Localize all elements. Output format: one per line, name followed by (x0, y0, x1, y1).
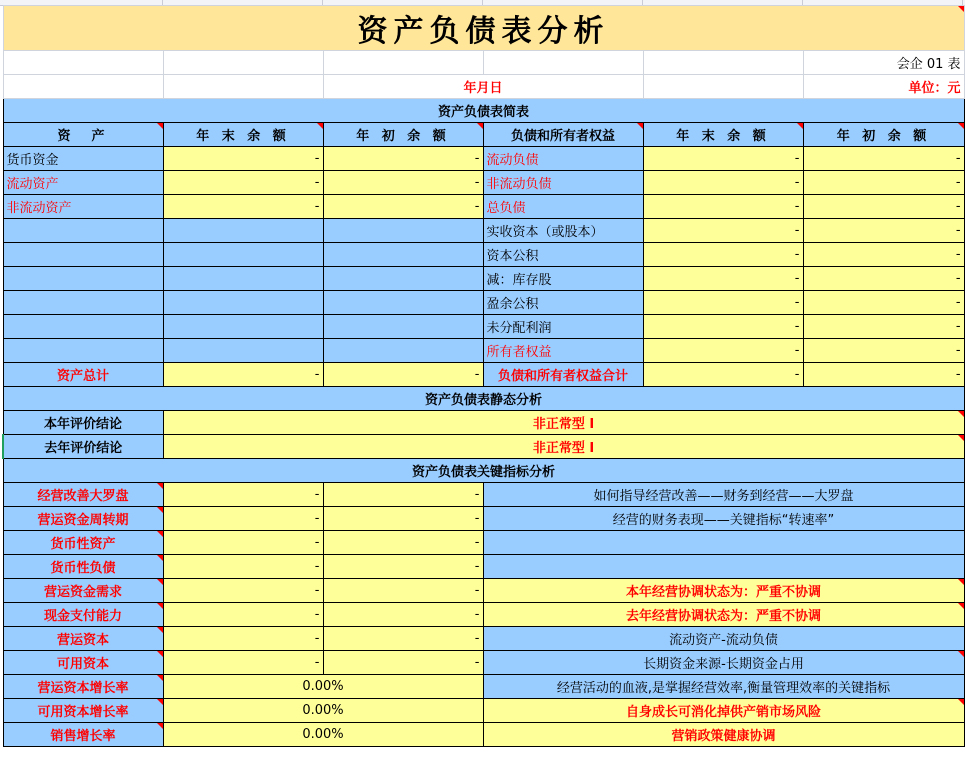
liability-label[interactable]: 所有者权益 (483, 339, 643, 363)
indicator-year-end[interactable]: - (163, 555, 323, 579)
total-assets-year-end[interactable]: - (163, 363, 323, 387)
asset-label[interactable]: 流动资产 (3, 171, 163, 195)
indicator-year-begin[interactable]: - (323, 627, 483, 651)
indicator-year-end[interactable]: - (163, 603, 323, 627)
liab-year-end-value[interactable]: - (643, 147, 803, 171)
liab-year-end-value[interactable]: - (643, 219, 803, 243)
indicator-row (3, 579, 964, 603)
date-cell[interactable]: 年月日 (323, 75, 643, 99)
indicator-year-end[interactable]: - (163, 507, 323, 531)
asset-year-end-value[interactable]: - (163, 171, 323, 195)
section-heading-key-indicators[interactable]: 资产负债表关键指标分析 (3, 459, 964, 483)
indicator-row (3, 603, 964, 627)
liab-year-begin-value[interactable]: - (803, 147, 964, 171)
indicator-row (3, 675, 964, 699)
sheet-title[interactable]: 资产负债表分析 (3, 6, 964, 51)
indicator-row (3, 723, 964, 747)
cell[interactable] (163, 75, 323, 99)
indicator-label[interactable]: 现金支付能力 (3, 603, 163, 627)
section-heading-static[interactable]: 资产负债表静态分析 (3, 387, 964, 411)
table-row (3, 195, 964, 219)
table-row (3, 291, 964, 315)
coordination-status-prior[interactable]: 去年经营协调状态为：严重不协调 (483, 603, 964, 627)
cell[interactable] (643, 75, 803, 99)
asset-year-begin-value[interactable] (323, 267, 483, 291)
unit-cell[interactable]: 单位：元 (803, 75, 964, 99)
liab-year-end-value[interactable]: - (643, 267, 803, 291)
indicator-note[interactable]: 自身成长可消化掉供产销市场风险 (483, 699, 964, 723)
asset-label[interactable] (3, 315, 163, 339)
asset-label[interactable] (3, 243, 163, 267)
indicator-rate[interactable]: 0.00% (163, 699, 483, 723)
col-header-asset-year-begin[interactable]: 年 初 余 额 (323, 123, 483, 147)
indicator-row (3, 555, 964, 579)
liab-year-end-value[interactable]: - (643, 291, 803, 315)
indicator-label[interactable]: 营运资金需求 (3, 579, 163, 603)
section-heading-summary[interactable]: 资产负债表简表 (3, 99, 964, 123)
indicator-note[interactable]: 经营活动的血液,是掌握经营效率,衡量管理效率的关键指标 (483, 675, 964, 699)
col-header-liab-year-end[interactable]: 年 末 余 额 (643, 123, 803, 147)
indicator-label[interactable]: 营运资本 (3, 627, 163, 651)
indicator-row (3, 531, 964, 555)
cell[interactable] (3, 75, 163, 99)
liab-year-begin-value[interactable]: - (803, 195, 964, 219)
indicator-label[interactable]: 营运资金周转期 (3, 507, 163, 531)
asset-year-begin-value[interactable] (323, 219, 483, 243)
liab-year-begin-value[interactable]: - (803, 339, 964, 363)
asset-year-end-value[interactable] (163, 315, 323, 339)
coordination-status-current[interactable]: 本年经营协调状态为：严重不协调 (483, 579, 964, 603)
asset-label[interactable] (3, 219, 163, 243)
asset-year-end-value[interactable]: - (163, 147, 323, 171)
indicator-note[interactable]: 如何指导经营改善——财务到经营——大罗盘 (483, 483, 964, 507)
asset-year-end-value[interactable] (163, 291, 323, 315)
liab-year-begin-value[interactable]: - (803, 267, 964, 291)
liability-label[interactable]: 实收资本（或股本） (483, 219, 643, 243)
indicator-row (3, 699, 964, 723)
liability-label[interactable]: 流动负债 (483, 147, 643, 171)
liability-label[interactable]: 非流动负债 (483, 171, 643, 195)
liability-label[interactable]: 资本公积 (483, 243, 643, 267)
indicator-year-end[interactable]: - (163, 483, 323, 507)
evaluation-row (3, 411, 964, 435)
table-row (3, 339, 964, 363)
indicator-label[interactable]: 货币性负债 (3, 555, 163, 579)
asset-year-end-value[interactable] (163, 267, 323, 291)
indicator-row (3, 507, 964, 531)
indicator-note[interactable]: 经营的财务表现——关键指标“转速率” (483, 507, 964, 531)
col-header-asset-year-end[interactable]: 年 末 余 额 (163, 123, 323, 147)
total-liab-equity-label[interactable]: 负债和所有者权益合计 (483, 363, 643, 387)
cell[interactable] (163, 51, 323, 75)
asset-year-end-value[interactable] (163, 219, 323, 243)
indicator-year-end[interactable]: - (163, 651, 323, 675)
indicator-year-end[interactable]: - (163, 531, 323, 555)
prior-year-evaluation-value[interactable]: 非正常型 I (163, 435, 964, 459)
table-row (3, 267, 964, 291)
liab-year-end-value[interactable]: - (643, 315, 803, 339)
indicator-year-begin[interactable]: - (323, 579, 483, 603)
table-row (3, 243, 964, 267)
liab-year-end-value[interactable]: - (643, 195, 803, 219)
asset-year-begin-value[interactable] (323, 339, 483, 363)
indicator-year-end[interactable]: - (163, 627, 323, 651)
cell[interactable] (483, 51, 643, 75)
col-header-liabilities-equity[interactable]: 负债和所有者权益 (483, 123, 643, 147)
asset-year-begin-value[interactable] (323, 243, 483, 267)
asset-year-begin-value[interactable]: - (323, 171, 483, 195)
liab-year-end-value[interactable]: - (643, 171, 803, 195)
indicator-label[interactable]: 货币性资产 (3, 531, 163, 555)
asset-label[interactable] (3, 267, 163, 291)
indicator-note[interactable]: 长期资金来源-长期资金占用 (483, 651, 964, 675)
cell[interactable] (643, 51, 803, 75)
total-row (3, 363, 964, 387)
table-row (3, 171, 964, 195)
total-assets-year-begin[interactable]: - (323, 363, 483, 387)
liab-year-end-value[interactable]: - (643, 339, 803, 363)
indicator-label[interactable]: 可用资本 (3, 651, 163, 675)
liability-label[interactable]: 减：库存股 (483, 267, 643, 291)
current-year-evaluation-label[interactable]: 本年评价结论 (3, 411, 163, 435)
indicator-rate[interactable]: 0.00% (163, 723, 483, 747)
indicator-label[interactable]: 经营改善大罗盘 (3, 483, 163, 507)
asset-year-begin-value[interactable] (323, 291, 483, 315)
liability-label[interactable]: 未分配利润 (483, 315, 643, 339)
indicator-row (3, 627, 964, 651)
indicator-year-begin[interactable]: - (323, 651, 483, 675)
indicator-year-begin[interactable]: - (323, 603, 483, 627)
indicator-row (3, 483, 964, 507)
total-liab-equity-year-begin[interactable]: - (803, 363, 964, 387)
cell[interactable] (3, 51, 163, 75)
indicator-year-begin[interactable]: - (323, 483, 483, 507)
col-header-assets[interactable]: 资 产 (3, 123, 163, 147)
asset-year-begin-value[interactable]: - (323, 147, 483, 171)
indicator-year-end[interactable]: - (163, 579, 323, 603)
liab-year-begin-value[interactable]: - (803, 219, 964, 243)
evaluation-row (3, 435, 964, 459)
summary-column-headers (3, 123, 964, 147)
asset-label[interactable]: 货币资金 (3, 147, 163, 171)
indicator-rate[interactable]: 0.00% (163, 675, 483, 699)
indicator-label[interactable]: 销售增长率 (3, 723, 163, 747)
asset-year-begin-value[interactable] (323, 315, 483, 339)
indicator-note[interactable] (483, 531, 964, 555)
indicator-label[interactable]: 营运资本增长率 (3, 675, 163, 699)
liability-label[interactable]: 总负债 (483, 195, 643, 219)
total-liab-equity-year-end[interactable]: - (643, 363, 803, 387)
liab-year-begin-value[interactable]: - (803, 171, 964, 195)
indicator-row (3, 651, 964, 675)
table-row (3, 219, 964, 243)
liab-year-begin-value[interactable]: - (803, 291, 964, 315)
asset-year-end-value[interactable]: - (163, 195, 323, 219)
liab-year-end-value[interactable]: - (643, 243, 803, 267)
cell[interactable] (323, 51, 483, 75)
asset-year-end-value[interactable] (163, 339, 323, 363)
indicator-year-begin[interactable]: - (323, 555, 483, 579)
asset-label[interactable] (3, 291, 163, 315)
indicator-year-begin[interactable]: - (323, 531, 483, 555)
indicator-year-begin[interactable]: - (323, 507, 483, 531)
asset-label[interactable]: 非流动资产 (3, 195, 163, 219)
asset-year-end-value[interactable] (163, 243, 323, 267)
form-code-cell[interactable]: 会企 01 表 (803, 51, 964, 75)
asset-label[interactable] (3, 339, 163, 363)
indicator-note[interactable]: 流动资产-流动负债 (483, 627, 964, 651)
col-header-liab-year-begin[interactable]: 年 初 余 额 (803, 123, 964, 147)
total-assets-label[interactable]: 资产总计 (3, 363, 163, 387)
indicator-label[interactable]: 可用资本增长率 (3, 699, 163, 723)
spreadsheet-grid (2, 5, 965, 747)
asset-year-begin-value[interactable]: - (323, 195, 483, 219)
current-year-evaluation-value[interactable]: 非正常型 I (163, 411, 964, 435)
table-row (3, 147, 964, 171)
liability-label[interactable]: 盈余公积 (483, 291, 643, 315)
indicator-note[interactable] (483, 555, 964, 579)
liab-year-begin-value[interactable]: - (803, 315, 964, 339)
table-row (3, 315, 964, 339)
liab-year-begin-value[interactable]: - (803, 243, 964, 267)
indicator-note[interactable]: 营销政策健康协调 (483, 723, 964, 747)
prior-year-evaluation-label[interactable]: 去年评价结论 (3, 435, 163, 459)
